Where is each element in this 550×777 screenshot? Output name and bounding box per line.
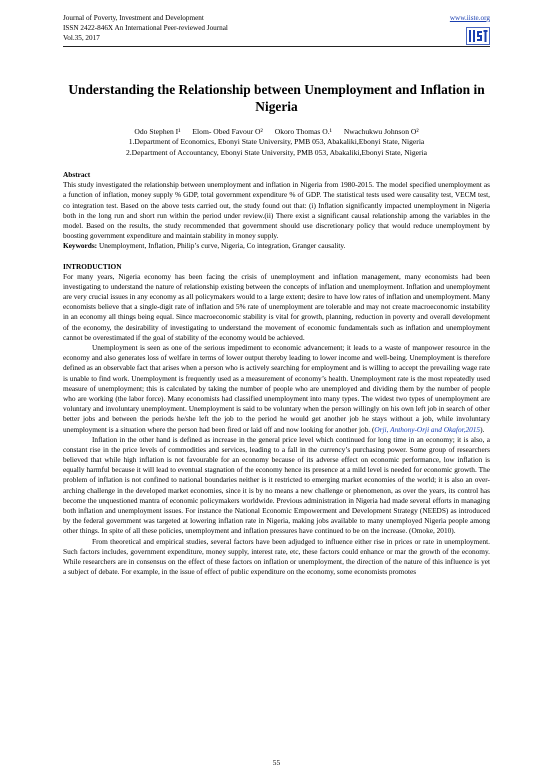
intro-paragraph-2-end: ). (480, 424, 485, 434)
intro-paragraph-3: Inflation in the other hand is defined as increase in the general price level which continued for long time in an economy; it is also, a constant rise in the price levels of commodities and services, leading to a fall in the currency’s purchasing power. Some group of researchers believed that while high inflation is not favourable for an economy because of its adverse effect on economic performance, low inflation is equally harmful because it will lead to eventual stagnation of the economy hence its presence at a mild level is needed for economic growth. The problem of inflation is not confined to national boundaries neither is it restricted to emerging market economies of the world; it is also an over-arching challenge in the developed market economies, since it is by no means a new challenge or phenomenon, as over the years, its control has become the unquestioned mantra of economic policymakers worldwide. Previous administration in Nigeria had made several efforts in managing both inflation and unemployment issues. For instance the National Economic Empowerment and Development Strategy (NEEDS) as introduced by the federal government was targeted at lowering inflation rate in Nigeria, making jobs available to many unemployed Nigeria people among other things. In spite of all these policies, unemployment and inflation pressures have continued to be on the increase. (Omoke, 2010). (63, 434, 490, 536)
intro-paragraph-1: For many years, Nigeria economy has been facing the crisis of unemployment and inflation management, many economists had been investigating to understand the nature of relationship existing between the concepts of inflation and unemployment. Inflation and unemployment are very crucial issues in any economy as all policymakers would to a large extent; desire to have low rates of inflation and unemployment. Many economists believe that a single-digit rate of inflation and 5% rate of unemployment are tolerable and may not create macroeconomic instability in an economy all things being equal. Since macroeconomic stability is vital for growth, planning, reduction in poverty and overall development of the economy, the desirability of investigating to understand the movement of economic fundamentals such as inflation and unemployment cannot be overestimated if the goal of stability of the economy would be achieved. (63, 271, 490, 342)
volume-line: Vol.35, 2017 (63, 33, 100, 42)
header-rule (63, 46, 490, 47)
intro-paragraph-2 (63, 343, 490, 435)
abstract-heading: Abstract (63, 170, 91, 179)
citation-link[interactable]: Orji, Anthony-Orji and Okafor,2015 (374, 424, 481, 434)
journal-header (63, 14, 228, 43)
keywords-text: Unemployment, Inflation, Philip’s curve, Nigeria, Co integration, Granger causality. (97, 241, 346, 251)
keywords-line (63, 241, 490, 251)
journal-url-link[interactable]: www.iiste.org (449, 14, 490, 22)
paper-body (63, 170, 490, 577)
section-gap (63, 252, 490, 262)
intro-paragraph-2-text: Unemployment is seen as one of the serious impediment to economic advancement; it leads to a waste of manpower resource in the economy and also generates loss of welfare in terms of lower output thereby leading to lower income and well-being. Unemployment is therefore defined as an observable fact that arises when a person who is actively searching for employment and is willing to accept the prevailing wage rate is unable to find work. Unemployment is frequently used as a measurement of economy’s health. Unemployment rate is the most repeatedly used measure of unemployment; this is calculated by taking the number of people who are unemployed and dividing them by the number of people who are working (the labor force). Many economists had classified unemployment into many types. The widest two types of unemployment are voluntary and involuntary unemployment. Unemployment is said to be voluntary when the person willingly on his own left job in search of other better jobs and between the periods he/she left the job to the period he would get another job he stays without a job, while involuntary unemployment is a situation where the person had been fired or laid off and now looking for another job. ( (63, 343, 490, 434)
page-number: 55 (272, 758, 281, 767)
iiste-logo (466, 27, 490, 45)
author-name: Odo Stephen I¹ (134, 127, 181, 136)
author-name: Nwachukwu Johnson O² (343, 127, 419, 136)
abstract-text: This study investigated the relationship between unemployment and inflation in Nigeria from 1980-2015. The model specified unemployment as a function of inflation, money supply % GDP, total government expenditure % of GDP. The statistical tests used were causality test, VECM test, co integration test. Based on the above tests carried out, the study found out that: (i) Inflation significantly impacted unemployment in Nigeria both in the long run and short run within the period under review.(ii) There exist a significant causal relationship among the variables in the model. Based on the results, the study recommended that government should use discretionary policy that would reduce unemployment by boosting government expenditure and maintain stability in money supply. (63, 180, 490, 241)
author-names (63, 127, 490, 137)
affiliation-1: 1.Department of Economics, Ebonyi State University, PMB 053, Abakaliki,Ebonyi State, Nigeria (128, 137, 425, 147)
journal-header-right (420, 14, 490, 45)
journal-name: Journal of Poverty, Investment and Development (63, 14, 204, 22)
affiliation-2: 2.Department of Accountancy, Ebonyi State University, PMB 053, Abakaliki,Ebonyi State, Nigeria (125, 147, 428, 157)
paper-title: Understanding the Relationship between Unemployment and Inflation in Nigeria (68, 82, 485, 114)
introduction-heading: INTRODUCTION (63, 261, 122, 271)
author-block (63, 127, 490, 158)
issn-line: ISSN 2422-846X An International Peer-reviewed Journal (63, 23, 228, 32)
author-name: Elom- Obed Favour O² (192, 127, 263, 136)
intro-paragraph-4: From theoretical and empirical studies, several factors have been adjudged to influence either rise in prices or rate in unemployment. Such factors includes, government expenditure, money supply, interest rate, etc, these factors could enhance or mar the growth of the economy. While researchers are in consensus on the effect of these factors on inflation or unemployment, the direction of the nature of this influence is yet a subject of debate. For example, in the issue of effect of public expenditure on the economy, some economists promotes (63, 536, 490, 577)
author-name: Okoro Thomas O.¹ (274, 127, 332, 136)
keywords-label: Keywords: (63, 241, 98, 251)
